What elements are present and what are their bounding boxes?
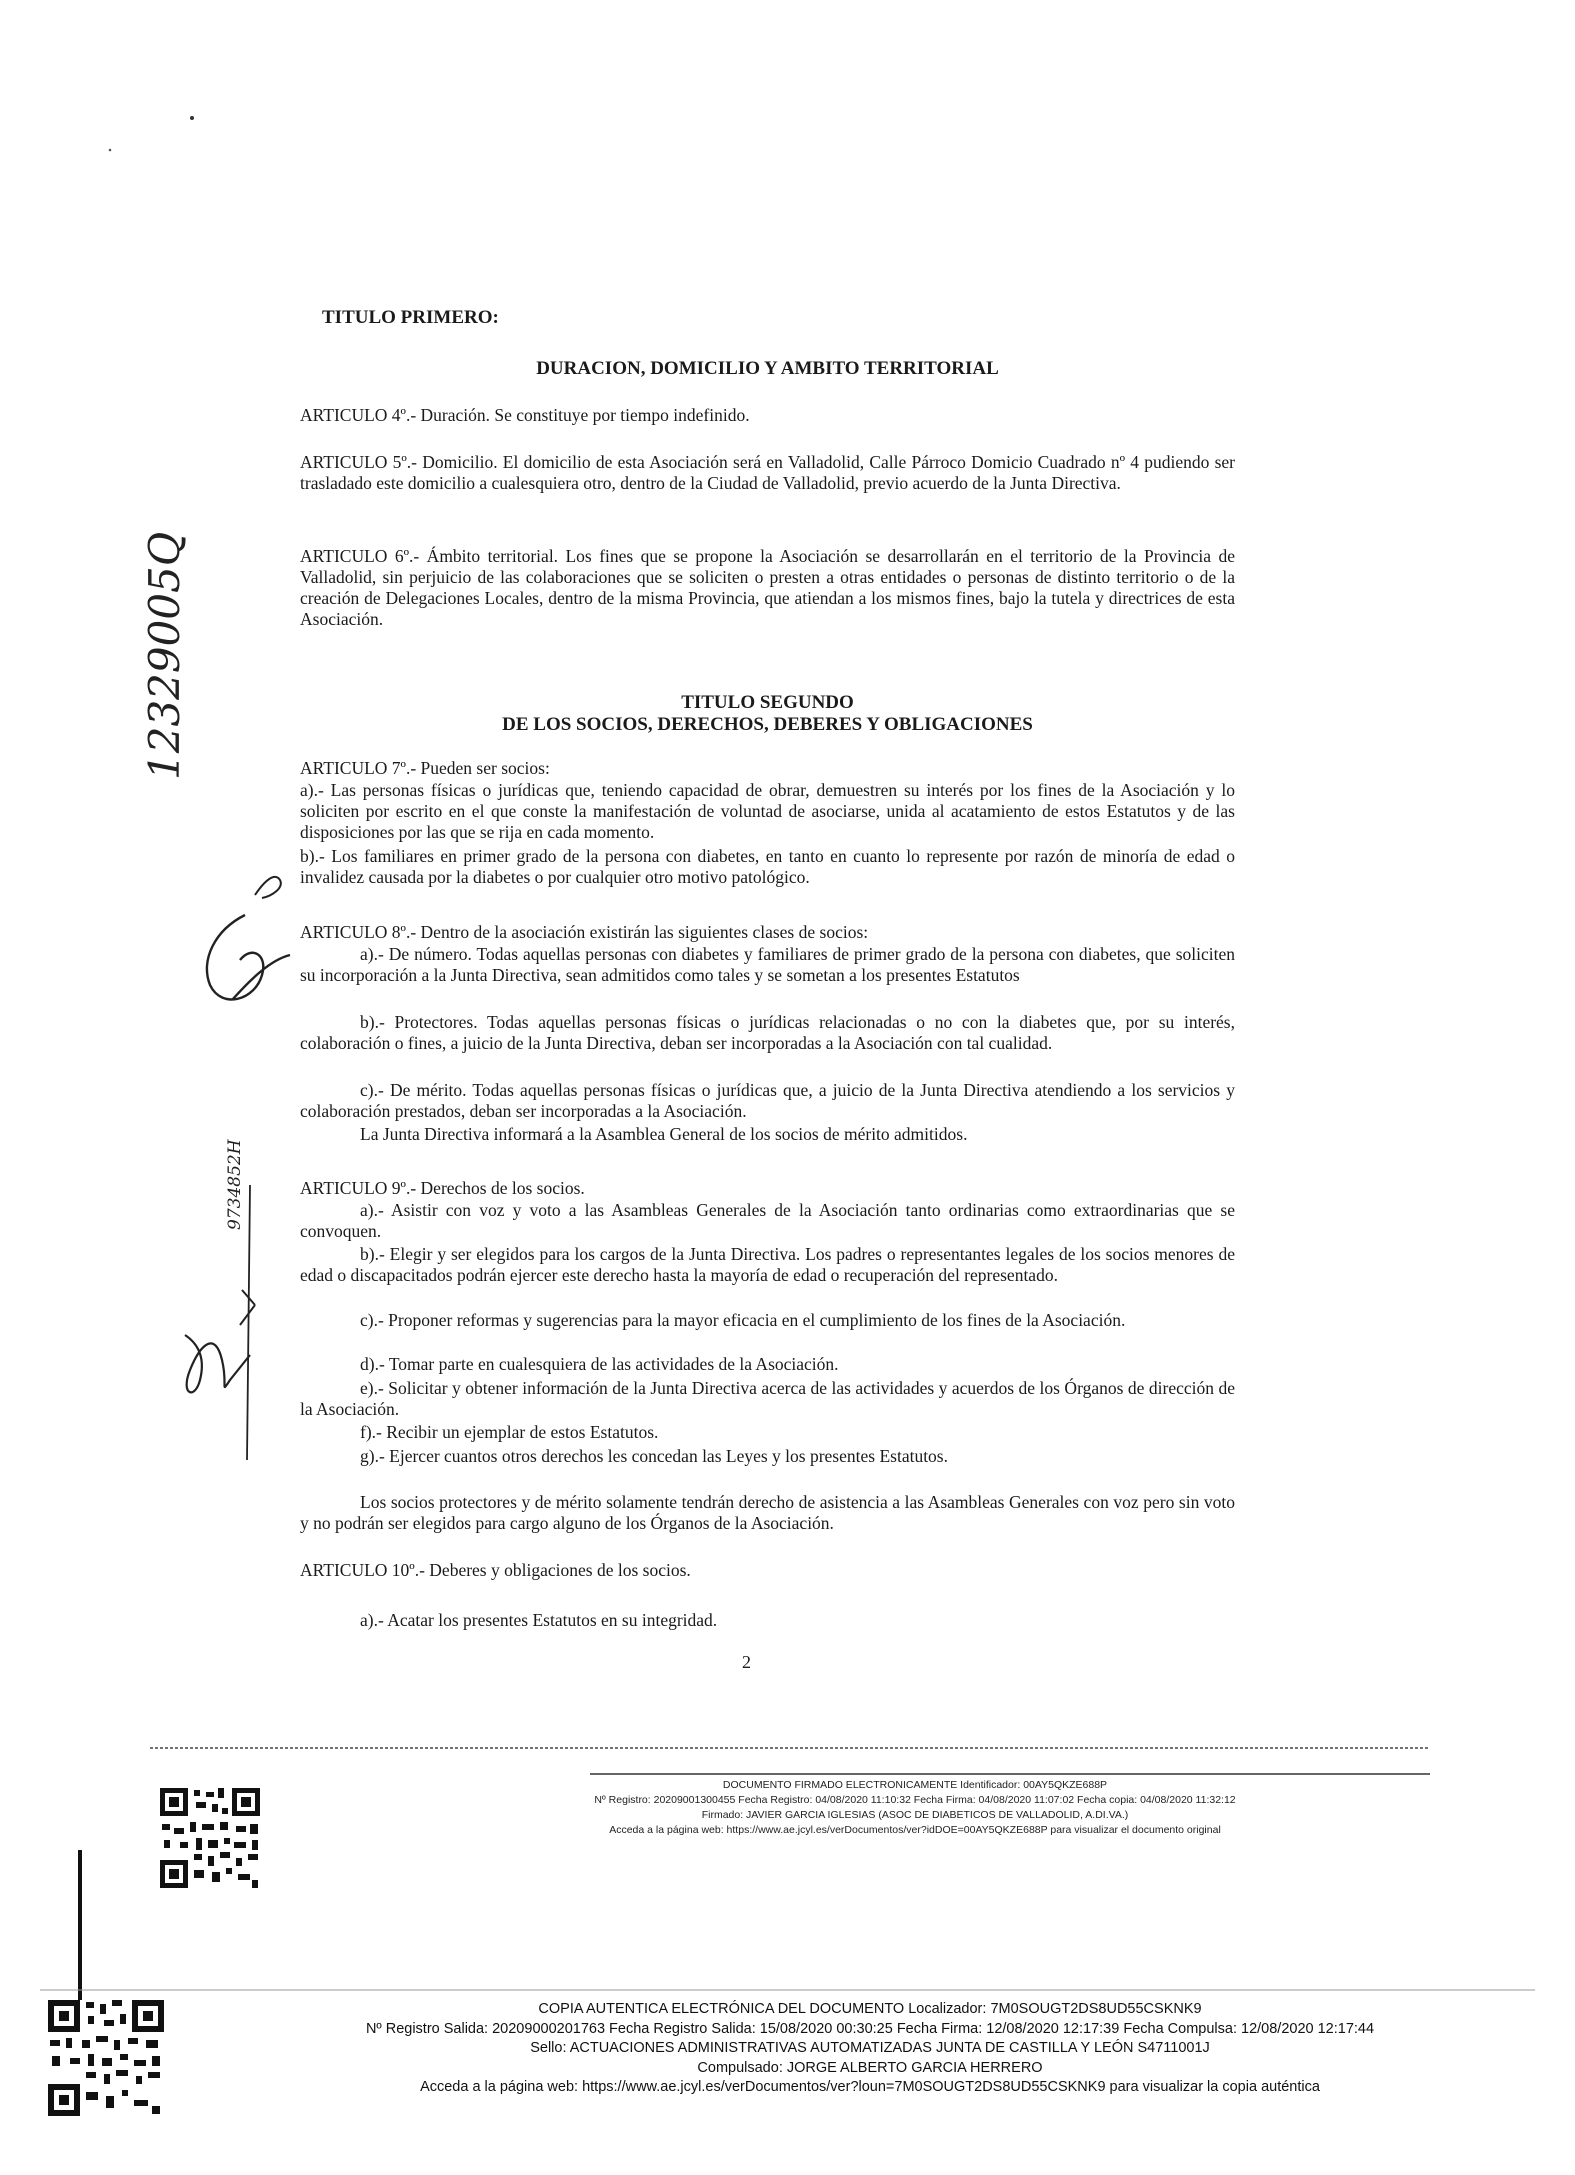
- articulo-9-d: d).- Tomar parte en cualesquiera de las actividades de la Asociación.: [360, 1354, 839, 1374]
- articulo-7: ARTICULO 7º.- Pueden ser socios:: [300, 758, 550, 778]
- copy-footer-link[interactable]: Acceda a la página web: https://www.ae.jcyl.es/verDocumentos/ver?loun=7M0SOUGT2DS8UD55CSKNK9 para visualizar la copia auténtica: [420, 2079, 1320, 2095]
- handwritten-vertical-stroke: [247, 1185, 250, 1460]
- handwritten-side-number: 9734852H: [225, 1139, 245, 1230]
- handwritten-initial: [255, 877, 281, 898]
- titulo-primero: TITULO PRIMERO:: [322, 307, 499, 328]
- copy-footer-line: Nº Registro Salida: 20209000201763 Fecha Registro Salida: 15/08/2020 00:30:25 Fecha Firma: 12/08/2020 12:17:39 Fecha Compulsa: 12/08/2020 12:17:44: [365, 2020, 1375, 2037]
- qr-code-icon: [160, 1788, 260, 1888]
- articulo-9: ARTICULO 9º.- Derechos de los socios.: [300, 1178, 585, 1198]
- articulo-9-g: g).- Ejercer cuantos otros derechos les concedan las Leyes y los presentes Estatutos.: [360, 1446, 948, 1466]
- articulo-9-e: e).- Solicitar y obtener información de la Junta Directiva acerca de las actividades y acuerdos de los Órganos de dirección de la Asociación.: [300, 1378, 1235, 1419]
- articulo-7-a: a).- Las personas físicas o jurídicas que, teniendo capacidad de obrar, demuestren su interés por los fines de la Asociación y lo soliciten por escrito en el que conste la manifestación de voluntad de asociarse, unida al acatamiento de estos Estatutos y de las disposiciones por las que se rija en cada momento.: [300, 780, 1235, 842]
- handwritten-registry-number: 12329005Q: [140, 531, 189, 780]
- copy-footer-line: Sello: ACTUACIONES ADMINISTRATIVAS AUTOMATIZADAS JUNTA DE CASTILLA Y LEÓN S4711001J: [530, 2040, 1210, 2056]
- copy-footer: [300, 2000, 1440, 2098]
- copy-footer-line: COPIA AUTENTICA ELECTRÓNICA DEL DOCUMENTO Localizador: 7M0SOUGT2DS8UD55CSKNK9: [538, 2001, 1202, 2017]
- articulo-9-c: c).- Proponer reformas y sugerencias para la mayor eficacia en el cumplimiento de los fines de la Asociación.: [360, 1310, 1126, 1330]
- articulo-9-b: b).- Elegir y ser elegidos para los cargos de la Junta Directiva. Los padres o representantes legales de los socios menores de edad o discapacitados podrán ejercer este derecho hasta la mayoría de edad o recuperación del representado.: [300, 1244, 1235, 1285]
- signature-footer: [400, 1778, 1430, 1838]
- articulo-8-a: a).- De número. Todas aquellas personas con diabetes y familiares de primer grado de la persona con diabetes, que soliciten su incorporación a la Junta Directiva, sean admitidos como tales y se sometan a los presentes Estatutos: [300, 944, 1235, 985]
- articulo-9-nota: Los socios protectores y de mérito solamente tendrán derecho de asistencia a las Asambleas Generales con voz pero sin voto y no podrán ser elegidos para cargo alguno de los Órganos de la Asociación.: [300, 1492, 1235, 1533]
- qr-code-icon: [48, 2000, 164, 2116]
- articulo-5: ARTICULO 5º.- Domicilio. El domicilio de esta Asociación será en Valladolid, Calle Párroco Domicio Cuadrado nº 4 pudiendo ser trasladado este domicilio a cualesquiera otro, dentro de la Ciudad de Valladolid, previo acuerdo de la Junta Directiva.: [300, 452, 1235, 493]
- scan-speck: [190, 116, 194, 120]
- articulo-8: ARTICULO 8º.- Dentro de la asociación existirán las siguientes clases de socios:: [300, 922, 869, 942]
- signature-footer-line: Nº Registro: 20209001300455 Fecha Registro: 04/08/2020 11:10:32 Fecha Firma: 04/08/2020 11:07:02 Fecha copia: 04/08/2020 11:32:12: [594, 1794, 1236, 1806]
- handwritten-check-mark: [240, 1290, 255, 1325]
- articulo-10: ARTICULO 10º.- Deberes y obligaciones de los socios.: [300, 1560, 691, 1580]
- scan-speck: [109, 149, 112, 152]
- titulo-segundo: TITULO SEGUNDO: [681, 692, 854, 713]
- articulo-9-f: f).- Recibir un ejemplar de estos Estatutos.: [360, 1422, 659, 1442]
- articulo-10-a: a).- Acatar los presentes Estatutos en su integridad.: [360, 1610, 718, 1630]
- handwritten-signature: [207, 915, 290, 1000]
- signature-footer-line: DOCUMENTO FIRMADO ELECTRONICAMENTE Identificador: 00AY5QKZE688P: [722, 1779, 1108, 1791]
- articulo-7-b: b).- Los familiares en primer grado de la persona con diabetes, en tanto en cuanto lo represente por razón de minoría de edad o invalidez causada por la diabetes o por cualquier otro motivo patológico.: [300, 846, 1235, 887]
- articulo-8-junta: La Junta Directiva informará a la Asamblea General de los socios de mérito admitidos.: [360, 1124, 968, 1144]
- articulo-8-c: c).- De mérito. Todas aquellas personas físicas o jurídicas que, a juicio de la Junta Directiva atendiendo a los servicios y colaboración prestados, deban ser incorporadas a la Asociación.: [300, 1080, 1235, 1121]
- articulo-8-b: b).- Protectores. Todas aquellas personas físicas o jurídicas relacionadas o no con la diabetes que, por su interés, colaboración o fines, a juicio de la Junta Directiva, deban ser incorporadas a la Asociación con tal cualidad.: [300, 1012, 1235, 1053]
- page-number: 2: [742, 1652, 751, 1672]
- heading-duracion: DURACION, DOMICILIO Y AMBITO TERRITORIAL: [536, 358, 999, 379]
- signature-footer-line: Firmado: JAVIER GARCIA IGLESIAS (ASOC DE DIABETICOS DE VALLADOLID, A.DI.VA.): [701, 1809, 1129, 1821]
- articulo-9-a: a).- Asistir con voz y voto a las Asambleas Generales de la Asociación tanto ordinarias como extraordinarias que se convoquen.: [300, 1200, 1235, 1241]
- copy-footer-line: Compulsado: JORGE ALBERTO GARCIA HERRERO: [697, 2059, 1043, 2076]
- articulo-4: ARTICULO 4º.- Duración. Se constituye por tiempo indefinido.: [300, 405, 750, 425]
- signature-footer-link[interactable]: Acceda a la página web: https://www.ae.jcyl.es/verDocumentos/ver?idDOE=00AY5QKZE688P para visualizar el documento original: [609, 1824, 1221, 1836]
- handwritten-signature-bottom: [185, 1335, 250, 1392]
- articulo-6: ARTICULO 6º.- Ámbito territorial. Los fines que se propone la Asociación se desarrollarán en el territorio de la Provincia de Valladolid, sin perjuicio de las colaboraciones que se soliciten o presten a otras entidades o personas de distinto territorio o de la creación de Delegaciones Locales, dentro de la misma Provincia, que atiendan a los mismos fines, bajo la tutela y directrices de esta Asociación.: [300, 546, 1235, 629]
- heading-socios: DE LOS SOCIOS, DERECHOS, DEBERES Y OBLIGACIONES: [502, 714, 1033, 735]
